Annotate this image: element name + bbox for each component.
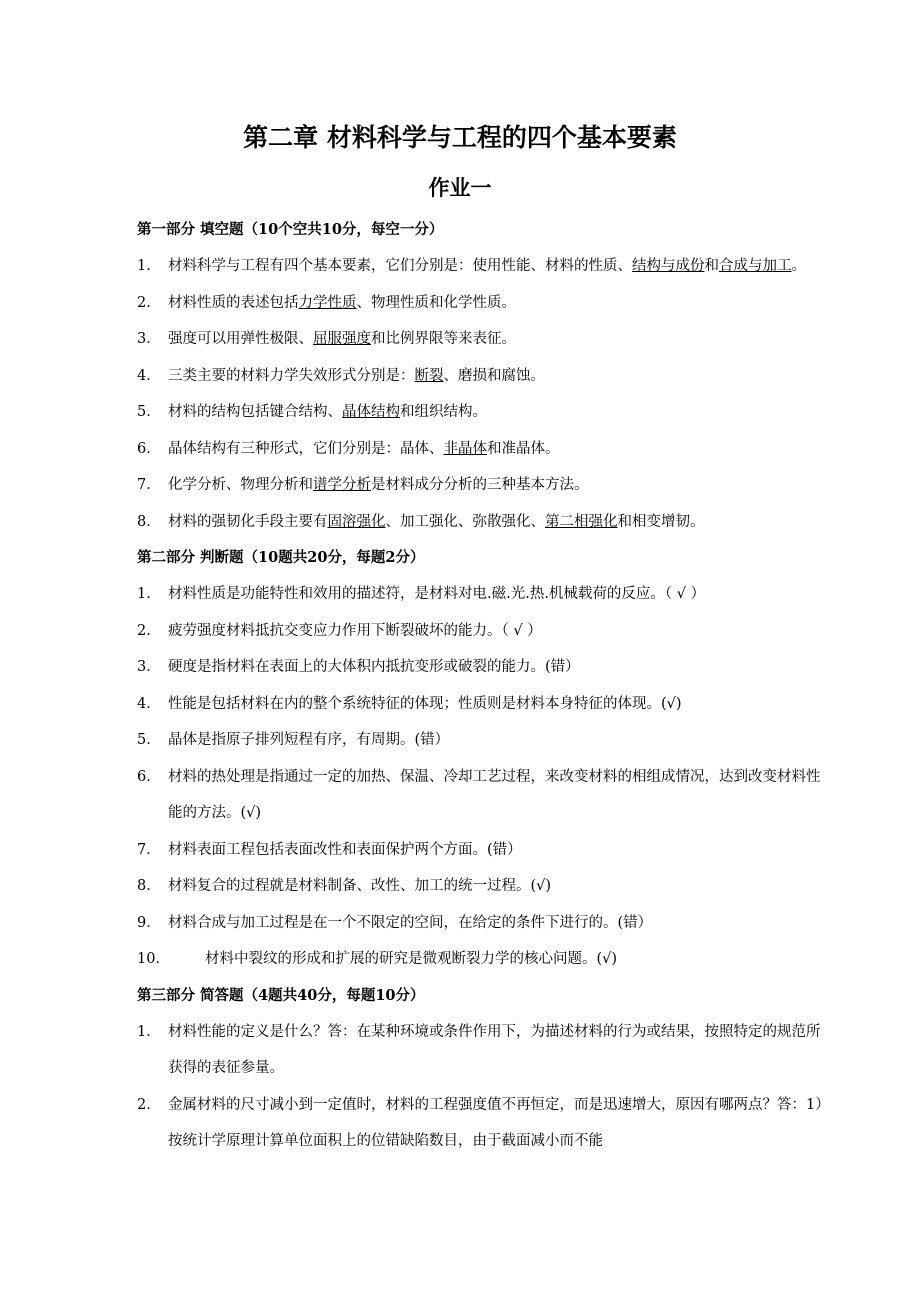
fill-question-6 <box>137 431 830 468</box>
question-number: 1． <box>137 586 161 602</box>
answer-blank: 合成与加工 <box>719 258 792 274</box>
answer-blank: 结构与成份 <box>632 258 705 274</box>
judge-question-7 <box>137 832 830 869</box>
question-text: 硬度是指材料在表面上的大体积内抵抗变形或破裂的能力。(错） <box>168 659 580 675</box>
question-text: 材料科学与工程有四个基本要素，它们分别是：使用性能、材料的性质、结构与成份和合成与加工。 <box>168 258 806 274</box>
question-number: 2． <box>137 294 161 311</box>
answer-blank: 第二相强化 <box>545 513 618 530</box>
question-text: 材料合成与加工过程是在一个不限定的空间，在给定的条件下进行的。(错） <box>168 914 653 931</box>
judge-question-10 <box>137 941 830 978</box>
question-number: 2． <box>137 1096 161 1113</box>
question-text: 材料性质的表述包括力学性质、物理性质和化学性质。 <box>168 294 516 311</box>
question-text: 材料表面工程包括表面改性和表面保护两个方面。(错） <box>168 841 522 858</box>
judge-question-6 <box>137 759 830 832</box>
answer-blank: 固溶强化 <box>327 513 386 530</box>
question-text: 晶体是指原子排列短程有序，有周期。(错） <box>168 732 450 748</box>
judge-question-2 <box>137 613 830 650</box>
question-number: 2． <box>137 622 161 639</box>
question-text: 材料性能的定义是什么？答：在某种环境或条件作用下，为描述材料的行为或结果，按照特定的规范所获得的表征参量。 <box>168 1023 821 1076</box>
question-number: 7． <box>137 841 161 858</box>
question-number: 6． <box>137 440 161 457</box>
answer-blank: 屈服强度 <box>313 331 371 347</box>
question-number: 10． <box>137 951 170 967</box>
question-text: 材料的结构包括键合结构、晶体结构和组织结构。 <box>168 404 487 420</box>
question-number: 8． <box>137 513 161 530</box>
question-number: 3． <box>137 659 161 675</box>
question-text: 材料性质是功能特性和效用的描述符，是材料对电.磁.光.热.机械载荷的反应。（ √ ） <box>168 586 706 602</box>
question-text: 化学分析、物理分析和谱学分析是材料成分分析的三种基本方法。 <box>168 477 589 493</box>
fill-question-5 <box>137 394 830 431</box>
question-number: 8． <box>137 878 161 894</box>
answer-blank: 谱学分析 <box>313 477 371 493</box>
fill-question-8 <box>137 504 830 541</box>
question-number: 3． <box>137 331 161 347</box>
question-number: 1． <box>137 258 161 274</box>
fill-question-2 <box>137 285 830 322</box>
judge-question-3 <box>137 649 830 686</box>
fill-question-1 <box>137 248 830 285</box>
question-text: 三类主要的材料力学失效形式分别是：断裂、磨损和腐蚀。 <box>168 367 545 384</box>
judge-question-4 <box>137 686 830 723</box>
question-number: 6． <box>137 768 161 785</box>
short-answer-question-1 <box>137 1014 830 1087</box>
answer-blank: 力学性质 <box>298 294 357 311</box>
part1-heading: 第一部分 填空题（10个空共10分，每空一分） <box>137 221 444 238</box>
answer-blank: 晶体结构 <box>342 404 400 420</box>
part3-heading: 第三部分 简答题（4题共40分，每题10分） <box>137 986 425 1004</box>
question-number: 4． <box>137 367 161 384</box>
question-text: 疲劳强度材料抵抗交变应力作用下断裂破坏的能力。（ √ ） <box>168 622 542 639</box>
fill-question-7 <box>137 467 830 504</box>
answer-blank: 非晶体 <box>443 440 487 457</box>
question-number: 4． <box>137 695 161 712</box>
question-text: 材料的热处理是指通过一定的加热、保温、冷却工艺过程，来改变材料的相组成情况，达到改变材料性能的方法。(√) <box>168 768 821 821</box>
question-text: 性能是包括材料在内的整个系统特征的体现；性质则是材料本身特征的体现。(√) <box>168 695 682 712</box>
question-text: 金属材料的尺寸减小到一定值时，材料的工程强度值不再恒定，而是迅速增大，原因有哪两点？答：1）按统计学原理计算单位面积上的位错缺陷数目，由于截面减小而不能 <box>168 1096 830 1149</box>
short-answer-question-2 <box>137 1087 830 1160</box>
question-number: 5． <box>137 404 161 420</box>
question-text: 材料复合的过程就是材料制备、改性、加工的统一过程。(√) <box>168 878 552 894</box>
judge-question-1 <box>137 576 830 613</box>
answer-blank: 断裂 <box>414 367 444 384</box>
chapter-title: 第二章 材料科学与工程的四个基本要素 <box>243 123 677 152</box>
question-number: 7． <box>137 477 161 493</box>
question-text: 强度可以用弹性极限、屈服强度和比例界限等来表征。 <box>168 331 516 347</box>
question-text: 晶体结构有三种形式，它们分别是：晶体、非晶体和准晶体。 <box>168 440 560 457</box>
question-text: 材料中裂纹的形成和扩展的研究是微观断裂力学的核心问题。(√) <box>205 951 618 967</box>
question-text: 材料的强韧化手段主要有固溶强化、加工强化、弥散强化、第二相强化和相变增韧。 <box>168 513 705 530</box>
fill-question-4 <box>137 358 830 395</box>
judge-question-9 <box>137 905 830 942</box>
assignment-subtitle: 作业一 <box>428 175 492 200</box>
question-number: 9． <box>137 914 161 931</box>
fill-question-3 <box>137 321 830 358</box>
judge-question-5 <box>137 722 830 759</box>
judge-question-8 <box>137 868 830 905</box>
question-number: 5． <box>137 732 161 748</box>
question-number: 1． <box>137 1023 161 1040</box>
part2-heading: 第二部分 判断题（10题共20分，每题2分） <box>137 549 425 566</box>
